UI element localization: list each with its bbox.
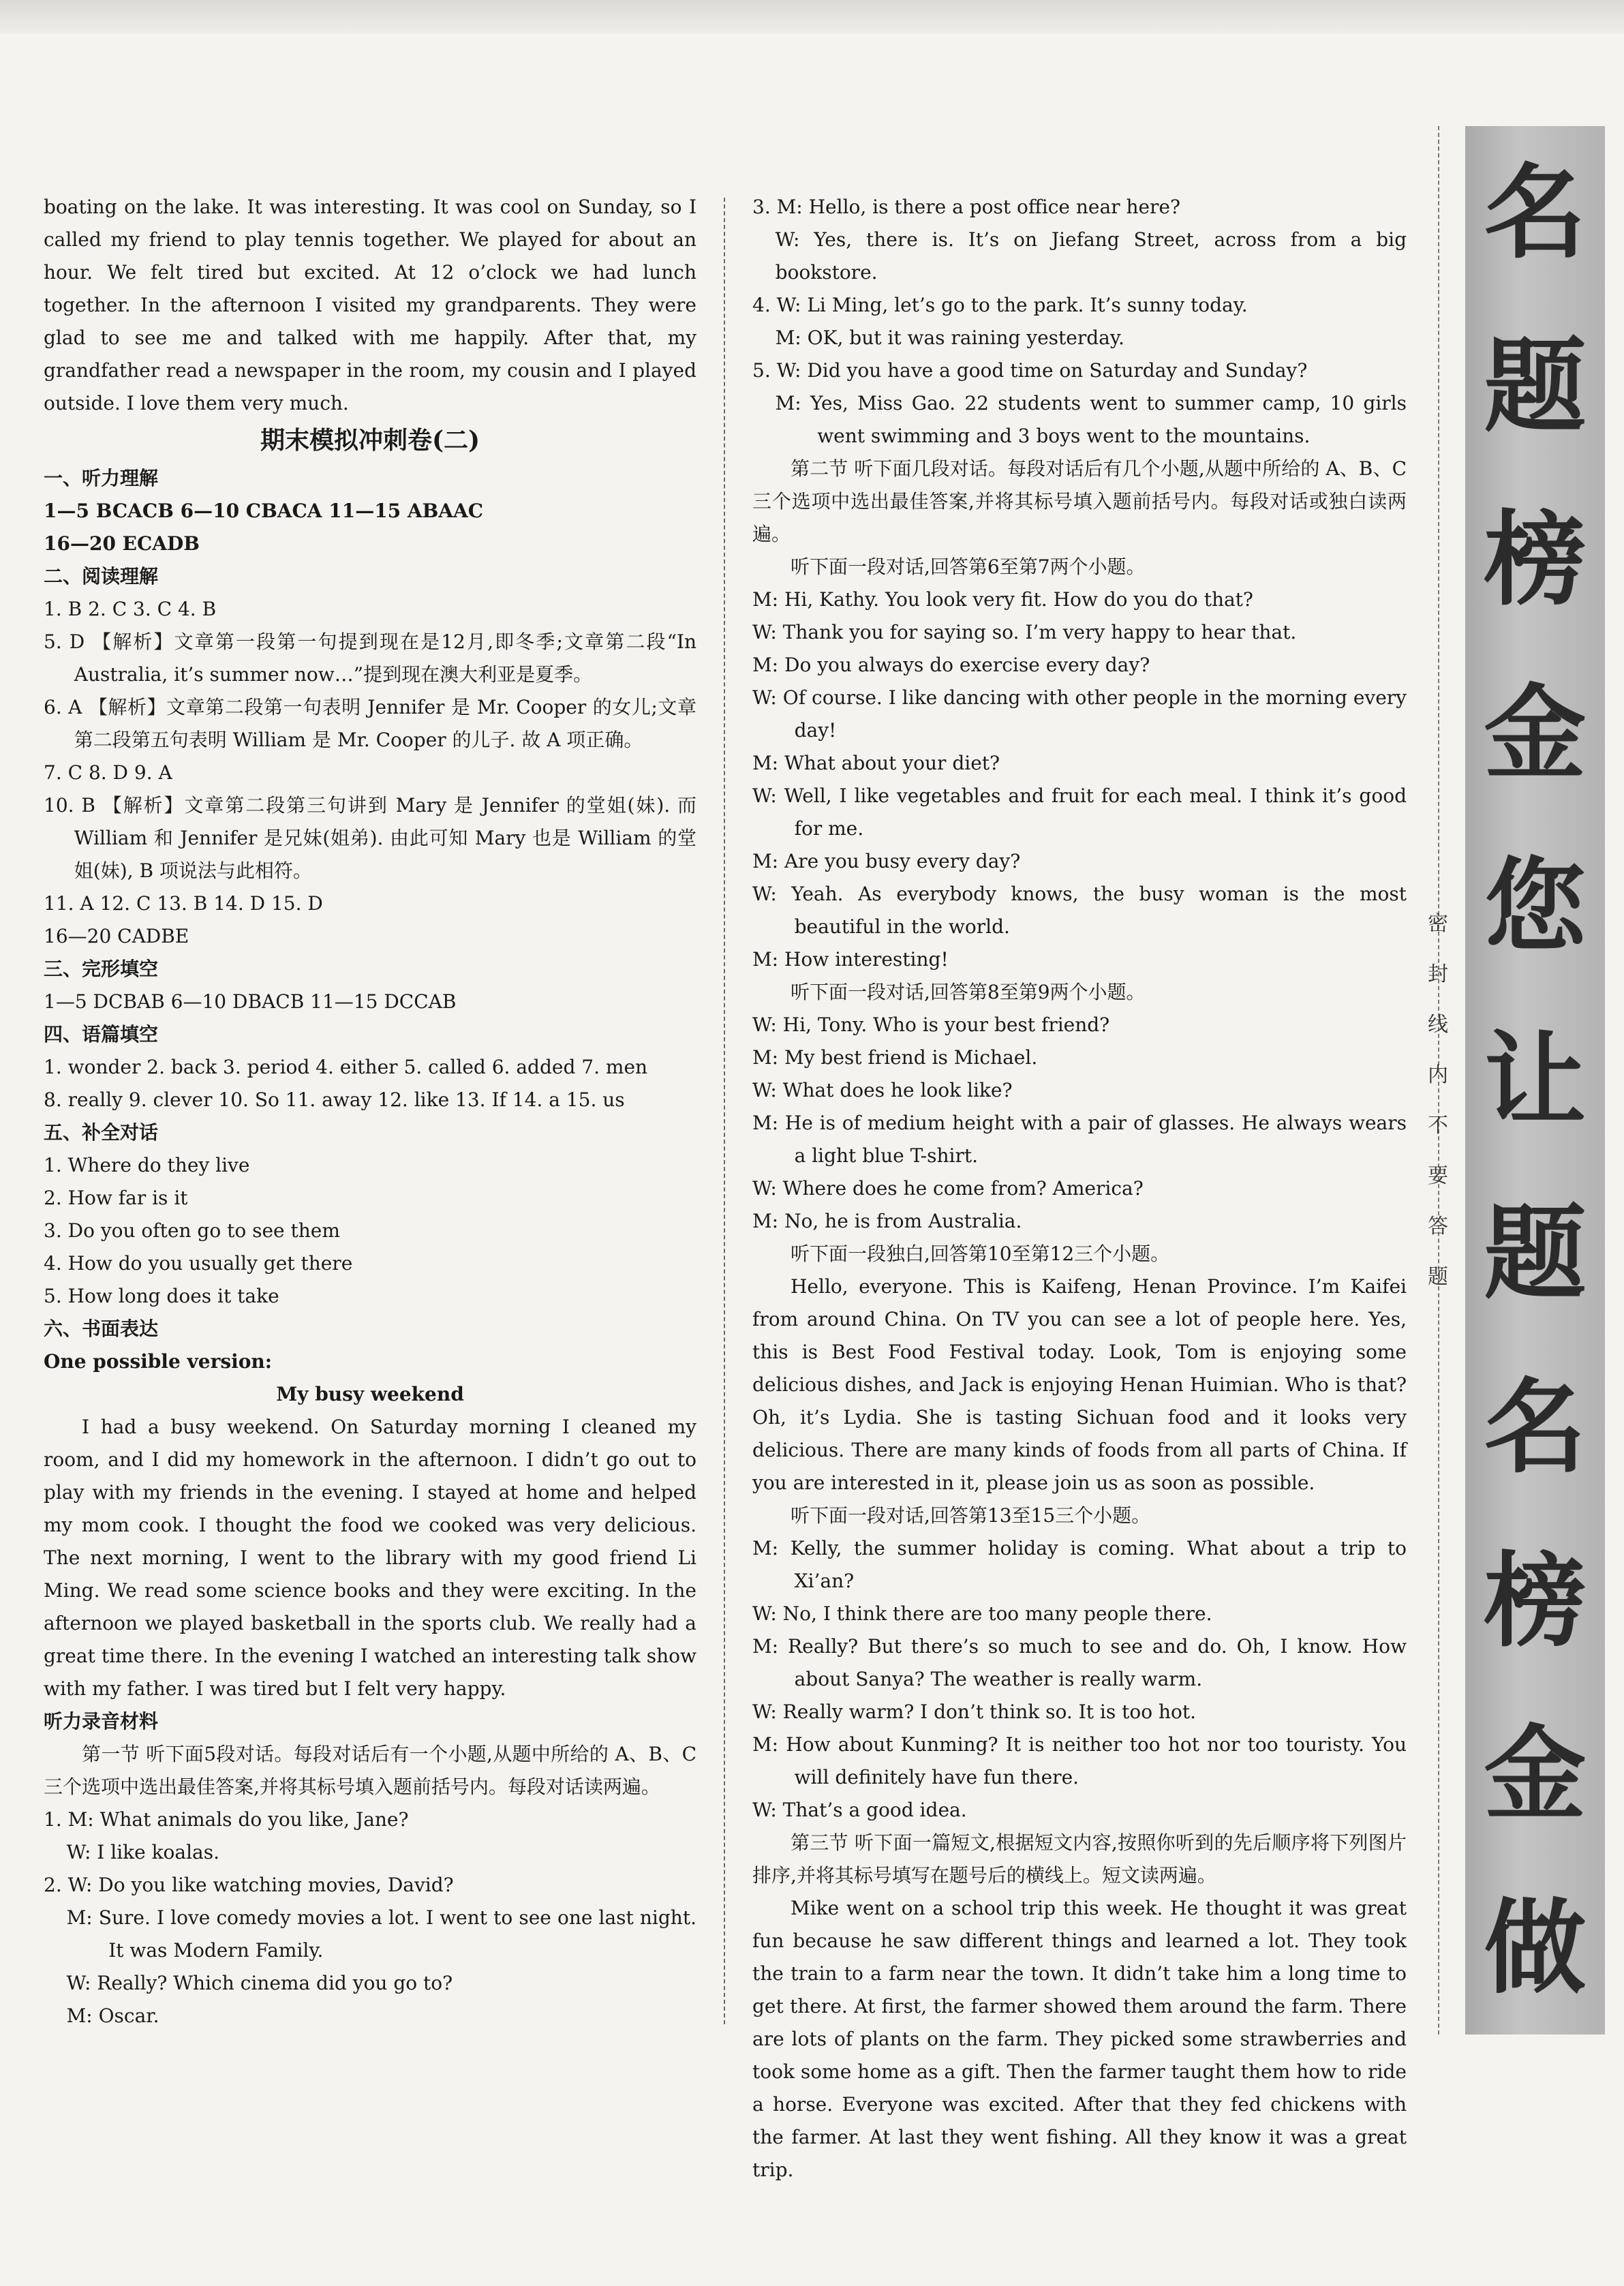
dialogue-line: 5. W: Did you have a good time on Saturday and Sunday? [752, 359, 1308, 382]
answer-explain: 5. D 【解析】文章第一段第一句提到现在是12月,即冬季;文章第二段“In Australia, it’s summer now…”提到现在澳大利亚是夏季。 [44, 630, 696, 686]
section-fill: 四、语篇填空 [44, 1023, 159, 1046]
dialogue-line: M: Do you always do exercise every day? [752, 654, 1150, 676]
banner-char: 您 [1484, 847, 1587, 967]
part1-instructions: 第一节 听下面5段对话。每段对话后有一个小题,从题中所给的 A、B、C 三个选项中选出最佳答案,并将其标号填入题前括号内。每段对话读两遍。 [44, 1743, 696, 1798]
essay-title: My busy weekend [276, 1383, 464, 1405]
banner-char: 榜 [1484, 500, 1587, 620]
banner-char: 名 [1484, 1367, 1587, 1487]
banner-char: 榜 [1484, 1540, 1587, 1661]
dialogue-line: M: Sure. I love comedy movies a lot. I went to see one last night. It was Modern Family. [66, 1906, 696, 1962]
dialogue-line: M: My best friend is Michael. [752, 1046, 1038, 1069]
answer-line: 7. C 8. D 9. A [44, 761, 172, 784]
left-column [44, 191, 696, 2032]
dialogue-line: M: Hi, Kathy. You look very fit. How do you do that? [752, 588, 1253, 611]
dialogue-line: W: Yes, there is. It’s on Jiefang Street, across from a big bookstore. [775, 228, 1407, 284]
part3-instructions: 第三节 听下面一篇短文,根据短文内容,按照你听到的先后顺序将下列图片排序,并将其标号填写在题号后的横线上。短文读两遍。 [752, 1831, 1407, 1887]
part2-instructions: 第二节 听下面几段对话。每段对话后有几个小题,从题中所给的 A、B、C 三个选项中选出最佳答案,并将其标号填入题前括号内。每段对话或独白读两遍。 [752, 457, 1407, 545]
seal-line-notice [1424, 906, 1452, 1290]
dialogue-line: M: No, he is from Australia. [752, 1210, 1022, 1232]
dialogue-line: W: That’s a good idea. [752, 1799, 967, 1821]
section-reading: 二、阅读理解 [44, 565, 159, 588]
question-prompt: 听下面一段对话,回答第6至第7两个小题。 [791, 555, 1146, 578]
banner-char: 让 [1484, 1020, 1587, 1140]
answer-explain: 10. B 【解析】文章第二段第三句讲到 Mary 是 Jennifer 的堂姐(妹). 而 William 和 Jennifer 是兄妹(姐弟). 由此可知 Mary 也是 William 的堂姐(妹), B 项说法与此相符。 [44, 794, 696, 882]
answer-line: 1—5 BCACB 6—10 CBACA 11—15 ABAAC [44, 500, 484, 522]
section-cloze: 三、完形填空 [44, 958, 159, 980]
top-edge [0, 0, 1624, 34]
seal-char: 要 [1428, 1164, 1448, 1188]
seal-char: 不 [1428, 1114, 1448, 1138]
seal-char: 密 [1428, 912, 1448, 936]
answer-line: 1. wonder 2. back 3. period 4. either 5. called 6. added 7. men [44, 1056, 648, 1078]
answer-line: 11. A 12. C 13. B 14. D 15. D [44, 892, 323, 915]
dialogue-line: W: Really warm? I don’t think so. It is too hot. [752, 1701, 1197, 1723]
list-item: 1. Where do they live [44, 1154, 250, 1176]
banner-char: 金 [1484, 1714, 1587, 1835]
seal-char: 内 [1428, 1063, 1448, 1087]
story-passage: Mike went on a school trip this week. He thought it was great fun because he saw different things and learned a lot. They took the train to a farm near the town. It didn’t take him a long time to get there. At first, the farmer showed them around the farm. There are lots of plants on the farm. They picked some strawberries and took some home as a gift. Then the farmer taught them how to ride a horse. Everyone was excited. After that they fed chickens with the farmer. At last they went fishing. All they know it was a great trip. [752, 1897, 1407, 2181]
answer-explain: 6. A 【解析】文章第二段第一句表明 Jennifer 是 Mr. Cooper 的女儿;文章第二段第五句表明 William 是 Mr. Cooper 的儿子. 故 A 项正确。 [44, 696, 696, 751]
dialogue-line: W: Of course. I like dancing with other people in the morning every day! [752, 686, 1407, 742]
listening-script-heading: 听力录音材料 [44, 1710, 159, 1733]
dialogue-line: M: Oscar. [66, 2005, 159, 2027]
dialogue-line: W: No, I think there are too many people there. [752, 1602, 1212, 1625]
banner-char: 题 [1484, 1193, 1587, 1314]
list-item: 3. Do you often go to see them [44, 1219, 340, 1242]
dialogue-line: M: OK, but it was raining yesterday. [775, 326, 1124, 349]
section-listening: 一、听力理解 [44, 467, 159, 489]
column-divider [724, 198, 725, 2024]
dialogue-line: 1. M: What animals do you like, Jane? [44, 1808, 409, 1831]
dialogue-line: M: How interesting! [752, 948, 949, 971]
side-banner [1465, 126, 1605, 2034]
answer-line: 1—5 DCBAB 6—10 DBACB 11—15 DCCAB [44, 990, 457, 1013]
seal-char: 封 [1428, 962, 1448, 986]
dialogue-line: W: Really? Which cinema did you go to? [66, 1972, 453, 1994]
answer-line: 1. B 2. C 3. C 4. B [44, 598, 217, 620]
dialogue-line: M: Yes, Miss Gao. 22 students went to summer camp, 10 girls went swimming and 3 boys went to the mountains. [775, 392, 1407, 447]
banner-char: 做 [1484, 1887, 1587, 2008]
answer-line: 8. really 9. clever 10. So 11. away 12. like 13. If 14. a 15. us [44, 1088, 625, 1111]
dialogue-line: W: What does he look like? [752, 1079, 1013, 1101]
intro-paragraph: boating on the lake. It was interesting. It was cool on Sunday, so I called my friend to play tennis together. We played for about an hour. We felt tired but excited. At 12 o’clock we had lunch together. In the afternoon I visited my grandparents. They were glad to see me and talked with me happily. After that, my grandfather read a newspaper in the room, my cousin and I played outside. I love them very much. [44, 196, 696, 414]
dialogue-line: W: Thank you for saying so. I’m very happy to hear that. [752, 621, 1297, 643]
section-dialogue: 五、补全对话 [44, 1121, 159, 1144]
essay-body: I had a busy weekend. On Saturday morning I cleaned my room, and I did my homework in the afternoon. I didn’t go out to play with my friends in the evening. I stayed at home and helped my mom cook. I thought the food we cooked was very delicious. The next morning, I went to the library with my good friend Li Ming. We read some science books and they were exciting. In the afternoon we played basketball in the sports club. We really had a great time there. In the evening I watched an interesting talk show with my father. I was tired but I felt very happy. [44, 1416, 696, 1700]
answer-line: 16—20 CADBE [44, 925, 189, 947]
dialogue-line: W: Hi, Tony. Who is your best friend? [752, 1014, 1110, 1036]
list-item: 2. How far is it [44, 1187, 188, 1209]
banner-char: 名 [1484, 153, 1587, 273]
dialogue-line: M: Kelly, the summer holiday is coming. What about a trip to Xi’an? [752, 1537, 1407, 1592]
dialogue-line: 2. W: Do you like watching movies, David? [44, 1874, 454, 1896]
dialogue-line: M: He is of medium height with a pair of glasses. He always wears a light blue T-shirt. [752, 1112, 1407, 1167]
seal-char: 答 [1428, 1215, 1448, 1238]
exam-title: 期末模拟冲刺卷(二) [260, 426, 480, 455]
question-prompt: 听下面一段对话,回答第13至15三个小题。 [791, 1504, 1151, 1527]
monologue: Hello, everyone. This is Kaifeng, Henan Province. I’m Kaifei from around China. On TV you can see a lot of people here. Yes, this is Best Food Festival today. Look, Tom is enjoying some delicious dishes, and Jack is enjoying Henan Huimian. Who is that? Oh, it’s Lydia. She is tasting Sichuan food and it looks very delicious. There are many kinds of foods from all parts of China. If you are interested in it, please join us as soon as possible. [752, 1275, 1407, 1494]
writing-lead: One possible version: [44, 1350, 273, 1373]
dialogue-line: W: Where does he come from? America? [752, 1177, 1144, 1200]
banner-char: 题 [1484, 326, 1587, 446]
dialogue-line: M: Are you busy every day? [752, 850, 1021, 872]
dialogue-line: M: Really? But there’s so much to see and do. Oh, I know. How about Sanya? The weather is really warm. [752, 1635, 1407, 1690]
dialogue-line: W: I like koalas. [66, 1841, 220, 1863]
seal-char: 题 [1428, 1265, 1448, 1289]
dialogue-line: M: What about your diet? [752, 752, 1000, 774]
right-column [752, 191, 1407, 2186]
question-prompt: 听下面一段独白,回答第10至第12三个小题。 [791, 1243, 1170, 1265]
question-prompt: 听下面一段对话,回答第8至第9两个小题。 [791, 981, 1146, 1003]
dialogue-line: W: Well, I like vegetables and fruit for each meal. I think it’s good for me. [752, 784, 1407, 840]
answer-line: 16—20 ECADB [44, 532, 200, 555]
banner-char: 金 [1484, 673, 1587, 793]
dialogue-line: 4. W: Li Ming, let’s go to the park. It’s sunny today. [752, 294, 1248, 316]
dialogue-line: W: Yeah. As everybody knows, the busy woman is the most beautiful in the world. [752, 883, 1407, 938]
section-writing: 六、书面表达 [44, 1317, 159, 1340]
list-item: 4. How do you usually get there [44, 1252, 353, 1275]
dialogue-line: 3. M: Hello, is there a post office near here? [752, 196, 1181, 218]
seal-char: 线 [1428, 1013, 1448, 1037]
dialogue-line: M: How about Kunming? It is neither too hot nor too touristy. You will definitely have fun there. [752, 1733, 1407, 1788]
list-item: 5. How long does it take [44, 1285, 279, 1307]
